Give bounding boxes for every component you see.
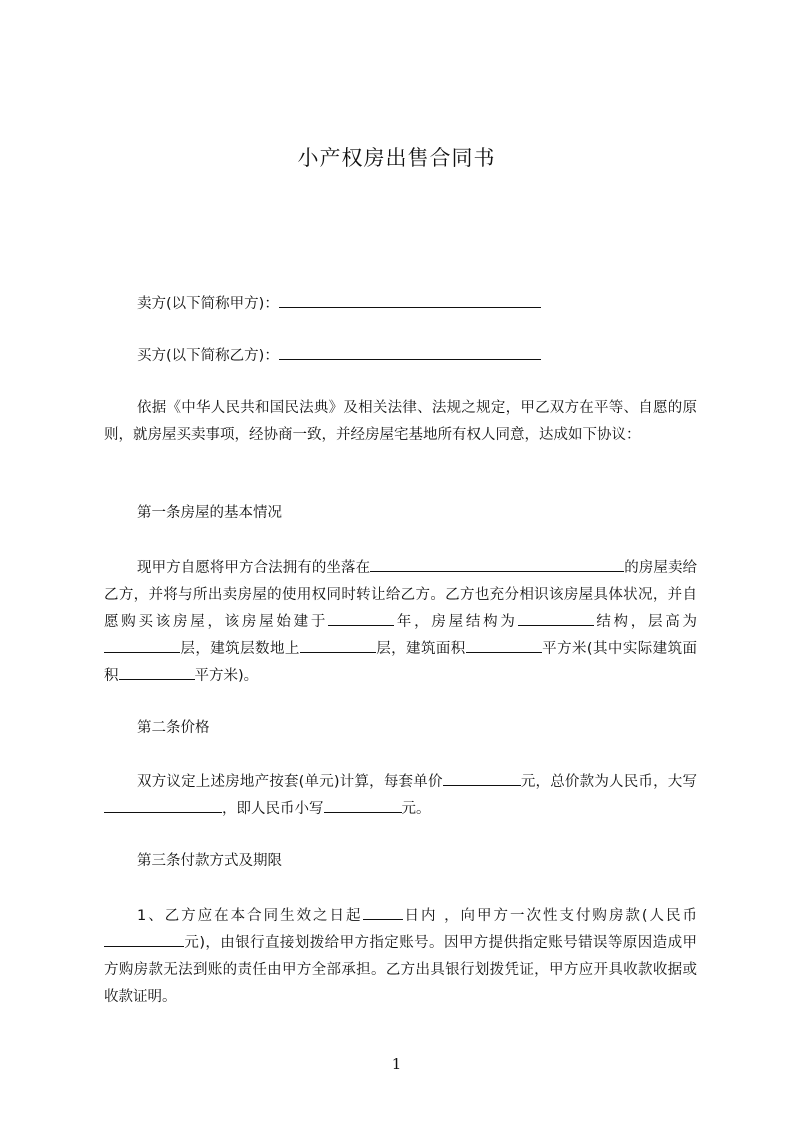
preamble-paragraph: 依据《中华人民共和国民法典》及相关法律、法规之规定，甲乙双方在平等、自愿的原则，就房屋买卖事项，经协商一致，并经房屋宅基地所有权人同意，达成如下协议： bbox=[104, 400, 697, 443]
article2-text-2: 元，总价款为人民币，大写 bbox=[520, 774, 697, 790]
amount-figures-blank[interactable] bbox=[324, 797, 402, 813]
building-area-blank[interactable] bbox=[466, 637, 542, 653]
article3-text-3: 元)，由银行直接划拨给甲方指定账号。因甲方提供指定账号错误等原因造成甲方购房款无法到账的责任由甲方全部承担。乙方出具银行划拨凭证，甲方应开具收款收据或收款证明。 bbox=[104, 935, 697, 1005]
page-number: 1 bbox=[391, 1055, 402, 1073]
article1-text-1: 现甲方自愿将甲方合法拥有的坐落在 bbox=[137, 560, 371, 576]
seller-label: 卖方(以下简称甲方)： bbox=[137, 296, 279, 312]
article1-text-5: 层，建筑层数地上 bbox=[180, 641, 300, 657]
unit-price-blank[interactable] bbox=[443, 770, 521, 786]
article2-heading: 第二条价格 bbox=[137, 720, 210, 736]
article1-text-2: 的房屋卖给乙方，并将与所出卖房屋的使用权同时转让给乙方。乙方也充分相识该房屋具体状况，并自愿购买该房屋，该房屋始建于 bbox=[104, 560, 698, 630]
article3-heading: 第三条付款方式及期限 bbox=[137, 853, 282, 869]
article3-text-1: 1、乙方应在本合同生效之日起 bbox=[137, 908, 363, 924]
floors-above-blank[interactable] bbox=[300, 637, 376, 653]
days-blank[interactable] bbox=[363, 904, 403, 920]
seller-line bbox=[137, 292, 541, 314]
document-title: 小产权房出售合同书 bbox=[297, 146, 496, 170]
payment-amount-blank[interactable] bbox=[104, 931, 184, 947]
article1-paragraph bbox=[104, 555, 697, 690]
article3-text-2: 日内 ，向甲方一次性支付购房款(人民币 bbox=[402, 908, 697, 924]
location-blank[interactable] bbox=[370, 556, 624, 572]
article1-text-3: 年，房屋结构为 bbox=[394, 614, 518, 630]
article1-text-6: 层，建筑面积 bbox=[375, 641, 466, 657]
article3-paragraph bbox=[104, 903, 697, 1011]
buyer-blank[interactable] bbox=[279, 344, 541, 360]
actual-area-blank[interactable] bbox=[119, 664, 195, 680]
amount-words-blank[interactable] bbox=[104, 797, 222, 813]
article1-text-4: 结构，层高为 bbox=[593, 614, 698, 630]
article2-text-1: 双方议定上述房地产按套(单元)计算，每套单价 bbox=[137, 774, 443, 790]
article2-text-4: 元。 bbox=[401, 801, 431, 817]
article1-text-8: 平方米)。 bbox=[194, 668, 259, 684]
buyer-line bbox=[137, 344, 541, 366]
structure-blank[interactable] bbox=[518, 610, 594, 626]
buyer-label: 买方(以下简称乙方)： bbox=[137, 348, 279, 364]
article2-paragraph bbox=[104, 769, 697, 823]
article1-heading: 第一条房屋的基本情况 bbox=[137, 505, 282, 521]
floor-height-blank[interactable] bbox=[104, 637, 180, 653]
article1-text-7: 平方米(其中实际建筑面积 bbox=[104, 641, 698, 684]
article2-text-3: ，即人民币小写 bbox=[222, 801, 324, 817]
seller-blank[interactable] bbox=[279, 292, 541, 308]
build-year-blank[interactable] bbox=[328, 610, 394, 626]
